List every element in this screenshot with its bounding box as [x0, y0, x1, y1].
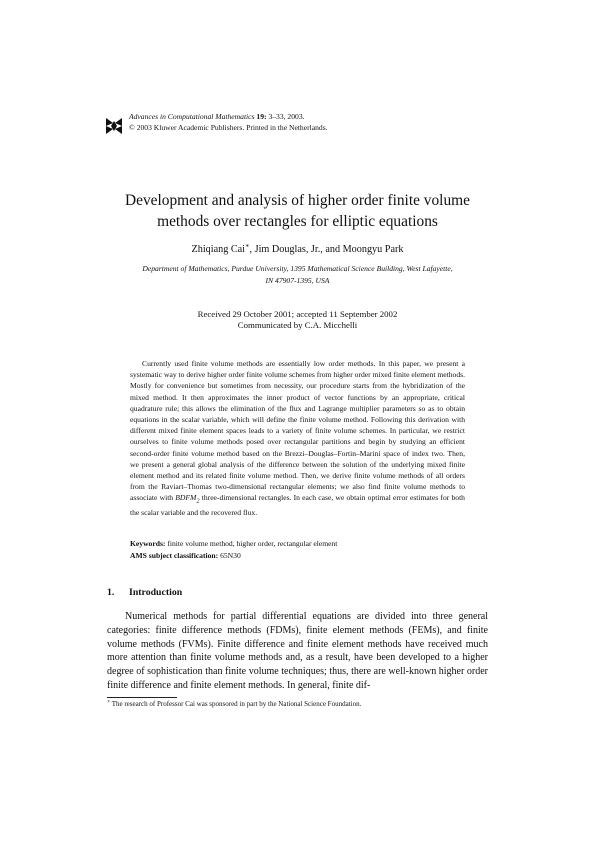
journal-citation: [129, 111, 328, 122]
intro-paragraph: Numerical methods for partial differential equations are divided into three general categories: finite difference methods (FDMs), finite element methods (FEMs), and finite volume methods (FVMs). Finite difference and finite element methods have received much more attention than finite volume methods and, as a result, have been developed to a higher degree of sophistication than finite volume techniques; thus, there are well-known higher order finite difference and finite element methods. In general, finite dif-: [107, 611, 488, 691]
abstract: [130, 358, 465, 518]
abstract-text-part-1: Currently used finite volume methods are essentially low order methods. In this paper, we present a systematic way to derive higher order finite volume schemes from higher order mixed finite element methods. Mostly for convenience but sometimes from necessity, our procedure starts from the hybridization of the mixed method. It then approximates the inner product of vector functions by an appropriate, critical quadrature rule; this allows the elimination of the flux and Lagrange multiplier parameters so as to obtain equations in the scalar variable, which will define the finite volume method. Following this derivation with different mixed finite element spaces leads to a variety of finite volume schemes. In particular, we restrict ourselves to finite volume methods posed over rectangular partitions and begin by studying an efficient second-order finite volume method based on the Brezzi–Douglas–Fortin–Marini space of index two. Then, we present a general global analysis of the difference between the solution of the underlying mixed finite element method and its related finite volume method. Then, we derive finite volume methods of all orders from the Raviart–Thomas two-dimensional rectangular elements; we also find finite volume methods to associate with: [130, 359, 465, 503]
affiliation-line-1: Department of Mathematics, Purdue University, 1395 Mathematical Science Building, West Lafayette,: [142, 264, 453, 273]
journal-volume: 19:: [256, 112, 267, 121]
paper-title: [60, 190, 535, 232]
section-title: Introduction: [129, 587, 183, 598]
math-bdfm-subscript: 2: [196, 497, 200, 505]
section-number: 1.: [107, 587, 115, 598]
abstract-math-space: [175, 493, 200, 505]
keywords-label: Keywords:: [130, 539, 166, 548]
keywords-text: finite volume method, higher order, rectangular element: [165, 539, 338, 548]
title-line-1: Development and analysis of higher order finite volume: [125, 192, 470, 209]
footnote-mark: ∗: [107, 698, 111, 704]
affiliation: [110, 263, 485, 286]
journal-pages: 3–33, 2003.: [268, 112, 305, 121]
footnote-divider: [107, 697, 177, 698]
copyright-line: [129, 122, 328, 133]
communicated-by: Communicated by C.A. Micchelli: [237, 320, 358, 330]
section-heading: [107, 587, 182, 598]
submission-dates: [60, 309, 535, 331]
abstract-text-part-2: three-dimensional rectangles. In each case, we obtain optimal error estimates for both the scalar variable and the recovered flux.: [130, 493, 465, 518]
copyright-text: 2003 Kluwer Academic Publishers. Printed in the Netherlands.: [136, 123, 328, 132]
math-bdfm: BDFM: [175, 493, 197, 503]
copyright-symbol: ©: [129, 123, 135, 132]
received-date: Received 29 October 2001; accepted 11 September 2002: [197, 309, 398, 319]
ams-code: 65N30: [218, 551, 241, 560]
footnote: [107, 700, 488, 709]
keywords: [130, 538, 465, 549]
footnote-text: The research of Professor Cai was sponsored in part by the National Science Foundation.: [110, 700, 362, 708]
first-author: Zhiqiang Cai: [191, 244, 245, 255]
ams-label: AMS subject classification:: [130, 551, 219, 560]
ams-classification: [130, 550, 465, 561]
author-footnote-mark: ∗: [245, 242, 250, 250]
affiliation-line-2: IN 47907-1395, USA: [265, 275, 330, 285]
journal-name: Advances in Computational Mathematics: [129, 112, 255, 121]
publisher-logo-icon: [105, 117, 123, 135]
authors: [60, 244, 535, 255]
title-line-2: methods over rectangles for elliptic equations: [157, 213, 438, 230]
other-authors: , Jim Douglas, Jr., and Moongyu Park: [249, 244, 404, 255]
